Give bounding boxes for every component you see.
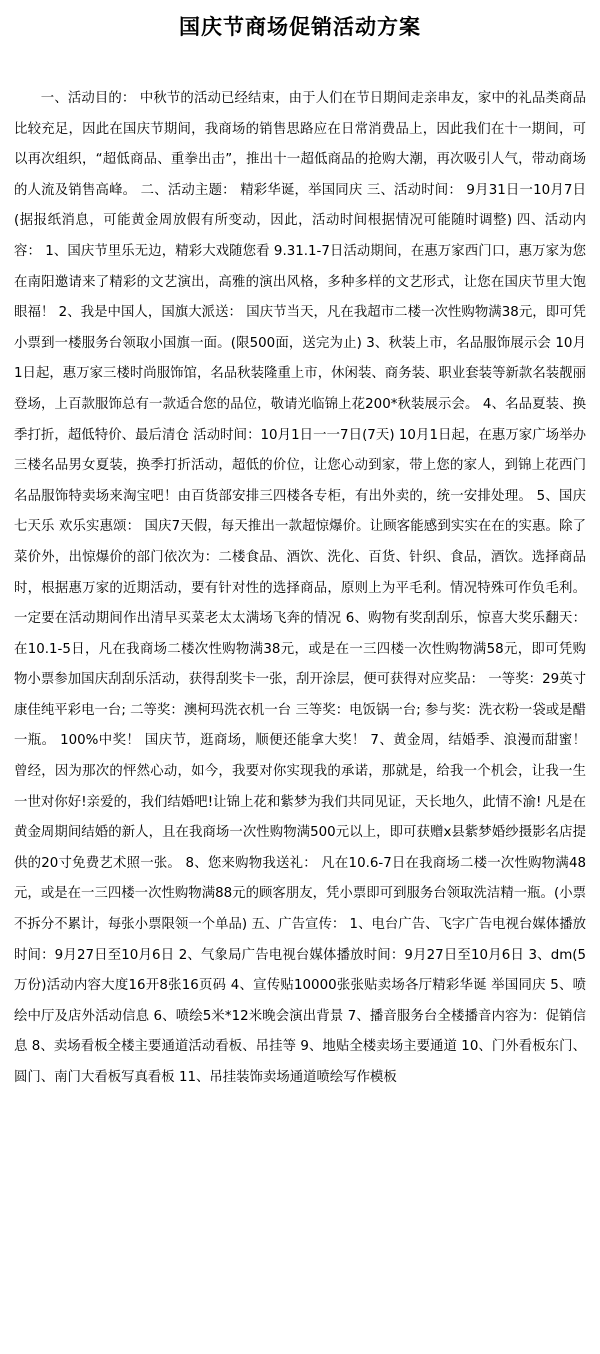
document-title: 国庆节商场促销活动方案 — [179, 14, 421, 39]
document-body: 一、活动目的： 中秋节的活动已经结束，由于人们在节日期间走亲串友，家中的礼品类商品比较充足，因此在国庆节期间，我商场的销售思路应在日常消费品上，因此我们在十一期间，可以再次组织，“超低商品、重拳出击”，推出十一超低商品的抢购大潮，再次吸引人气，带动商场的人流及销售高峰。 二、活动主题： 精彩华诞，举国同庆 三、活动时间： 9月31日一10月7日(据报纸消息，可能黄金周放假有所变动，因此，活动时间根据情况可能随时调整) 四、活动内容： 1、国庆节里乐无边，精彩大戏随您看 9.31.1-7日活动期间，在惠万家西门口，惠万家为您在南阳邀请来了精彩的文艺演出，高雅的演出风格，多种多样的文艺形式，让您在国庆节里大饱眼福！ 2、我是中国人，国旗大派送： 国庆节当天，凡在我超市二楼一次性购物满38元，即可凭小票到一楼服务台领取小国旗一面。(限500面，送完为止) 3、秋装上市，名品服饰展示会 10月1日起，惠万家三楼时尚服饰馆，名品秋装隆重上市，休闲装、商务装、职业套装等新款名装靓丽登场，上百款服饰总有一款适合您的品位，敬请光临锦上花200*秋装展示会。 4、名品夏装、换季打折，超低特价、最后清仓 活动时间：10月1日一一7日(7天) 10月1日起，在惠万家广场举办三楼名品男女夏装，换季打折活动，超低的价位，让您心动到家，带上您的家人，到锦上花西门名品服饰特卖场来淘宝吧！由百货部安排三四楼各专柜，有出外卖的，统一安排处理。 5、国庆七天乐 欢乐实惠颂： 国庆7天假，每天推出一款超惊爆价。让顾客能感到实实在在的实惠。除了菜价外，出惊爆价的部门依次为：二楼食品、酒饮、洗化、百货、针织、食品，酒饮。选择商品时，根据惠万家的近期活动，要有针对性的选择商品，原则上为平毛利。情况特殊可作负毛利。一定要在活动期间作出清早买菜老太太满场飞奔的情况 6、购物有奖刮刮乐，惊喜大奖乐翻天： 在10.1-5日，凡在我商场二楼次性购物满38元，或是在一三四楼一次性购物满58元，即可凭购物小票参加国庆刮刮乐活动，获得刮奖卡一张，刮开涂层，便可获得对应奖品： 一等奖：29英寸康佳纯平彩电一台; 二等奖：澳柯玛洗衣机一台 三等奖：电饭锅一台; 参与奖：洗衣粉一袋或是醋一瓶。 100%中奖！ 国庆节，逛商场，顺便还能拿大奖！ 7、黄金周，结婚季、浪漫而甜蜜！ 曾经，因为那次的怦然心动，如今，我要对你实现我的承诺，那就是，给我一个机会，让我一生一世对你好!亲爱的，我们结婚吧!让锦上花和紫梦为我们共同见证，天长地久，此情不渝! 凡是在黄金周期间结婚的新人，且在我商场一次性购物满500元以上，即可获赠x县紫梦婚纱摄影名店提供的20寸免费艺术照一张。 8、您来购物我送礼： 凡在10.6-7日在我商场二楼一次性购物满48元，或是在一三四楼一次性购物满88元的顾客朋友，凭小票即可到服务台领取洗洁精一瓶。(小票不拆分不累计，每张小票限领一个单品) 五、广告宣传： 1、电台广告、飞字广告电视台媒体播放时间：9月27日至10月6日 2、气象局广告电视台媒体播放时间：9月27日至10月6日 3、dm(5万份)活动内容大度16开8张16页码 4、宣传贴10000张张贴卖场各厅精彩华诞 举国同庆 5、喷绘中厅及店外活动信息 6、喷绘5米*12米晚会演出背景 7、播音服务台全楼播音内容为：促销信息 8、卖场看板全楼主要通道活动看板、吊挂等 9、地贴全楼卖场主要通道 10、门外看板东门、圆门、南门大看板写真看板 11、吊挂装饰卖场通道喷绘写作模板 — [14, 91, 586, 1085]
